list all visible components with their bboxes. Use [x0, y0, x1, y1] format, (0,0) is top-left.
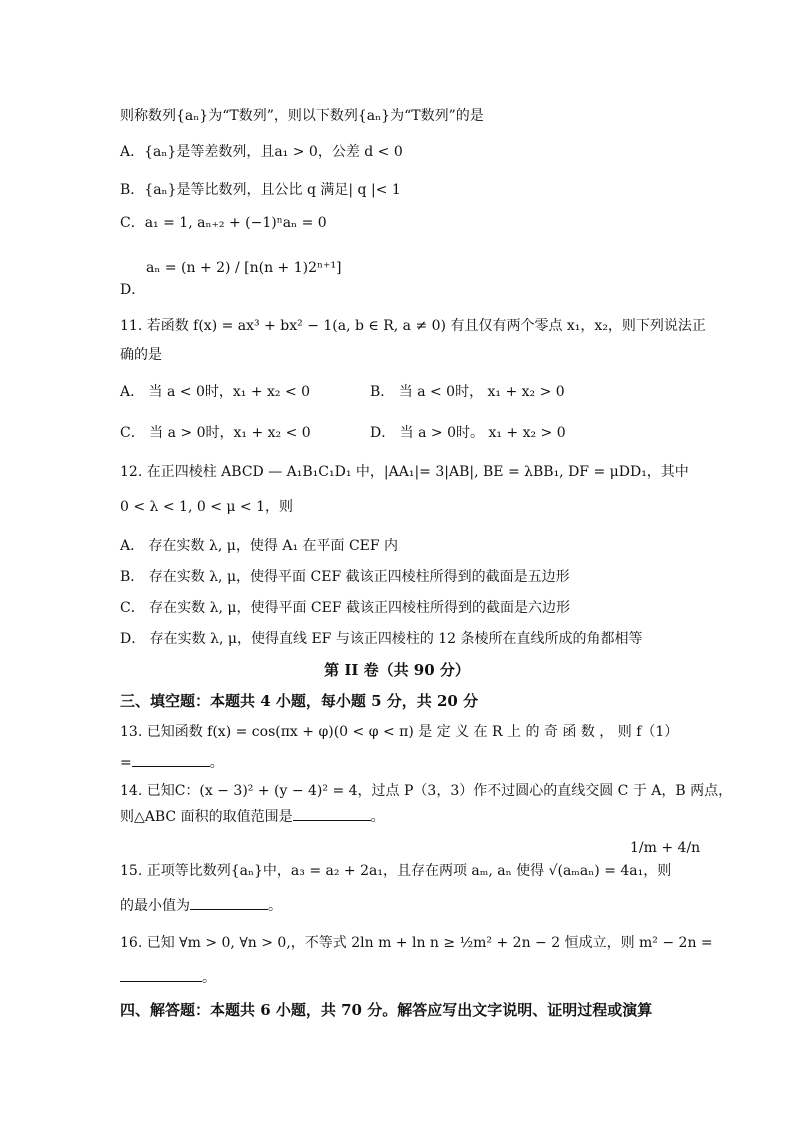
q13-suffix: 。 [209, 755, 224, 771]
q14-line2 [120, 806, 680, 827]
q11-option-d: D． 当 a > 0时。 x₁ + x₂ > 0 [370, 425, 566, 441]
q12-option-c: C． 存在实数 λ, μ，使得平面 CEF 截该正四棱柱所得到的截面是六边形 [120, 600, 571, 616]
q11-option-a: A． 当 a < 0时，x₁ + x₂ < 0 [120, 384, 311, 400]
q13-line2 [120, 752, 680, 773]
intro-text: 则称数列{aₙ}为“T数列”，则以下数列{aₙ}为“T数列”的是 [120, 108, 484, 124]
q10-option-c: C．a₁ = 1, aₙ₊₂ + (−1)ⁿaₙ = 0 [120, 215, 327, 231]
q10-option-d-formula: aₙ = (n + 2) / [n(n + 1)2ⁿ⁺¹] [146, 260, 342, 276]
q10-option-b: B．{aₙ}是等比数列，且公比 q 满足| q |< 1 [120, 182, 401, 198]
q10-option-d-label: D． [120, 282, 146, 298]
q12-option-d: D． 存在实数 λ, μ，使得直线 EF 与该正四棱柱的 12 条棱所在直线所成的角都相等 [120, 631, 643, 647]
q15-prefix: 的最小值为 [120, 898, 190, 914]
q15-line1: 15. 正项等比数列{aₙ}中，a₃ = a₂ + 2a₁，且存在两项 aₘ, aₙ 使得 √(aₘaₙ) = 4a₁，则 [120, 863, 672, 879]
q11-stem-line1: 11. 若函数 f(x) = ax³ + bx² − 1(a, b ∈ R, a ≠ 0) 有且仅有两个零点 x₁，x₂，则下列说法正 [120, 318, 706, 334]
q12-stem-line1: 12. 在正四棱柱 ABCD — A₁B₁C₁D₁ 中，|AA₁|= 3|AB|, BE = λBB₁, DF = μDD₁，其中 [120, 464, 689, 480]
q11-option-c: C． 当 a > 0时，x₁ + x₂ < 0 [120, 425, 311, 441]
part-3-heading: 三、填空题：本题共 4 小题，每小题 5 分，共 20 分 [120, 692, 479, 710]
section-2-title: 第 II 卷（共 90 分） [324, 661, 470, 679]
q12-option-b: B． 存在实数 λ, μ，使得平面 CEF 截该正四棱柱所得到的截面是五边形 [120, 569, 570, 585]
q16-line1: 16. 已知 ∀m > 0, ∀n > 0,，不等式 2ln m + ln n ≥ ½m² + 2n − 2 恒成立，则 m² − 2n = [120, 935, 713, 951]
q15-suffix: 。 [268, 898, 282, 914]
q13-prefix: = [120, 755, 132, 771]
q14-suffix: 。 [370, 809, 385, 825]
q16-answer-blank[interactable] [120, 967, 202, 982]
q12-stem-line2: 0 < λ < 1, 0 < μ < 1，则 [120, 499, 294, 515]
q14-answer-blank[interactable] [293, 806, 371, 821]
q10-option-a: A．{aₙ}是等差数列，且a₁ > 0，公差 d < 0 [120, 144, 403, 160]
q13-answer-blank[interactable] [132, 752, 210, 767]
q16-suffix: 。 [202, 970, 216, 986]
q15-answer-blank[interactable] [190, 895, 268, 910]
q14-line1: 14. 已知C：(x − 3)² + (y − 4)² = 4，过点 P（3，3）作不过圆心的直线交圆 C 于 A，B 两点， [120, 783, 733, 799]
q13-line1: 13. 已知函数 f(x) = cos(πx + φ)(0 < φ < π) 是 定 义 在 R 上 的 奇 函 数 ， 则 f（1） [120, 724, 679, 740]
part-4-heading: 四、解答题：本题共 6 小题，共 70 分。解答应写出文字说明、证明过程或演算 [120, 1001, 653, 1019]
q15-fraction: 1/m + 4/n [630, 840, 701, 856]
q11-stem-line2: 确的是 [120, 347, 162, 363]
q11-option-b: B． 当 a < 0时， x₁ + x₂ > 0 [370, 384, 565, 400]
q14-prefix: 则△ABC 面积的取值范围是 [120, 809, 293, 825]
q12-option-a: A． 存在实数 λ, μ，使得 A₁ 在平面 CEF 内 [120, 538, 399, 554]
q16-line2 [120, 967, 680, 988]
q15-line2 [120, 895, 680, 916]
